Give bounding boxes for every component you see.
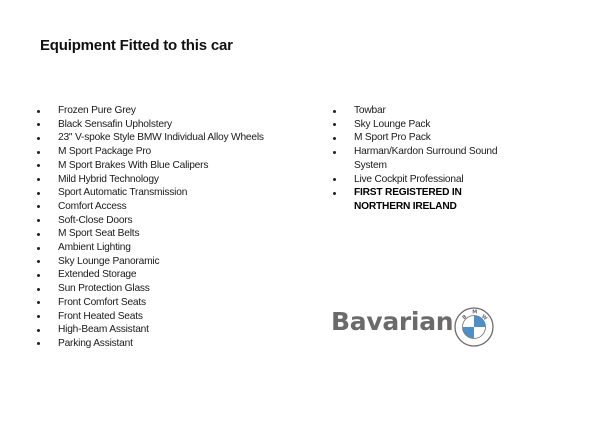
list-item xyxy=(37,282,307,296)
list-item-label: 23" V-spoke Style BMW Individual Alloy Wheels xyxy=(58,132,264,144)
list-item-label: Sport Automatic Transmission xyxy=(58,187,188,199)
list-item xyxy=(37,227,307,241)
bmw-logo-icon xyxy=(454,307,494,347)
list-item-label: Live Cockpit Professional xyxy=(354,173,464,185)
list-item-label: Comfort Access xyxy=(58,200,127,212)
bmw-letter-m: M xyxy=(472,309,478,316)
list-item-label: Parking Assistant xyxy=(58,337,133,349)
list-item xyxy=(37,118,307,132)
bullet-icon xyxy=(37,178,40,181)
bullet-icon xyxy=(333,192,336,195)
list-item-label: High-Beam Assistant xyxy=(58,324,149,336)
bullet-icon xyxy=(37,274,40,277)
list-item xyxy=(37,214,307,228)
list-item xyxy=(37,200,307,214)
list-item-label: FIRST REGISTERED IN NORTHERN IRELAND xyxy=(354,187,462,212)
bullet-icon xyxy=(37,301,40,304)
dealer-logo: Bavarian xyxy=(331,307,454,336)
list-item xyxy=(37,296,307,310)
bullet-icon xyxy=(37,192,40,195)
list-item-label: M Sport Package Pro xyxy=(58,146,152,158)
list-item-label: Ambient Lighting xyxy=(58,242,131,254)
list-item-label: Sun Protection Glass xyxy=(58,283,150,295)
bullet-icon xyxy=(333,151,336,154)
list-item xyxy=(37,241,307,255)
list-item-label: Sky Lounge Panoramic xyxy=(58,255,160,267)
list-item-label: M Sport Brakes With Blue Calipers xyxy=(58,159,209,171)
bullet-icon xyxy=(37,205,40,208)
bullet-icon xyxy=(37,288,40,291)
list-item-label: Mild Hybrid Technology xyxy=(58,173,159,185)
list-item-label: Front Heated Seats xyxy=(58,310,143,322)
bullet-icon xyxy=(37,233,40,236)
list-item xyxy=(333,104,513,118)
bullet-icon xyxy=(37,219,40,222)
list-item-label: Frozen Pure Grey xyxy=(58,105,136,116)
list-item xyxy=(37,159,307,173)
equipment-list-left xyxy=(37,104,307,351)
list-item xyxy=(333,145,513,172)
bullet-icon xyxy=(37,342,40,345)
list-item xyxy=(333,131,513,145)
list-item-label: M Sport Pro Pack xyxy=(354,132,431,144)
list-item-label: Black Sensafin Upholstery xyxy=(58,118,172,130)
list-item xyxy=(37,131,307,145)
registration-note xyxy=(333,186,513,213)
list-item xyxy=(37,173,307,187)
list-item xyxy=(333,173,513,187)
bullet-icon xyxy=(333,137,336,140)
bullet-icon xyxy=(333,178,336,181)
equipment-list-right xyxy=(333,104,513,214)
list-item-label: Harman/Kardon Surround Sound System xyxy=(354,146,498,171)
list-item xyxy=(333,118,513,132)
bullet-icon xyxy=(37,247,40,250)
bullet-icon xyxy=(37,110,40,113)
bullet-icon xyxy=(37,137,40,140)
bullet-icon xyxy=(333,123,336,126)
bmw-letter-b: B xyxy=(461,313,469,322)
bullet-icon xyxy=(37,260,40,263)
bullet-icon xyxy=(37,329,40,332)
list-item-label: Extended Storage xyxy=(58,269,137,281)
list-item-label: Sky Lounge Pack xyxy=(354,118,431,130)
list-item-label: Towbar xyxy=(354,105,386,116)
list-item-label: Front Comfort Seats xyxy=(58,296,146,308)
bullet-icon xyxy=(37,164,40,167)
list-item xyxy=(37,104,307,118)
bmw-letter-w: W xyxy=(480,313,489,322)
list-item xyxy=(37,255,307,269)
bullet-icon xyxy=(333,110,336,113)
list-item xyxy=(37,310,307,324)
bullet-icon xyxy=(37,151,40,154)
list-item-label: Soft-Close Doors xyxy=(58,214,133,226)
list-item xyxy=(37,145,307,159)
list-item xyxy=(37,323,307,337)
page-title: Equipment Fitted to this car xyxy=(40,37,233,54)
list-item-label: M Sport Seat Belts xyxy=(58,228,140,240)
bullet-icon xyxy=(37,123,40,126)
bullet-icon xyxy=(37,315,40,318)
list-item xyxy=(37,268,307,282)
list-item xyxy=(37,337,307,351)
list-item xyxy=(37,186,307,200)
